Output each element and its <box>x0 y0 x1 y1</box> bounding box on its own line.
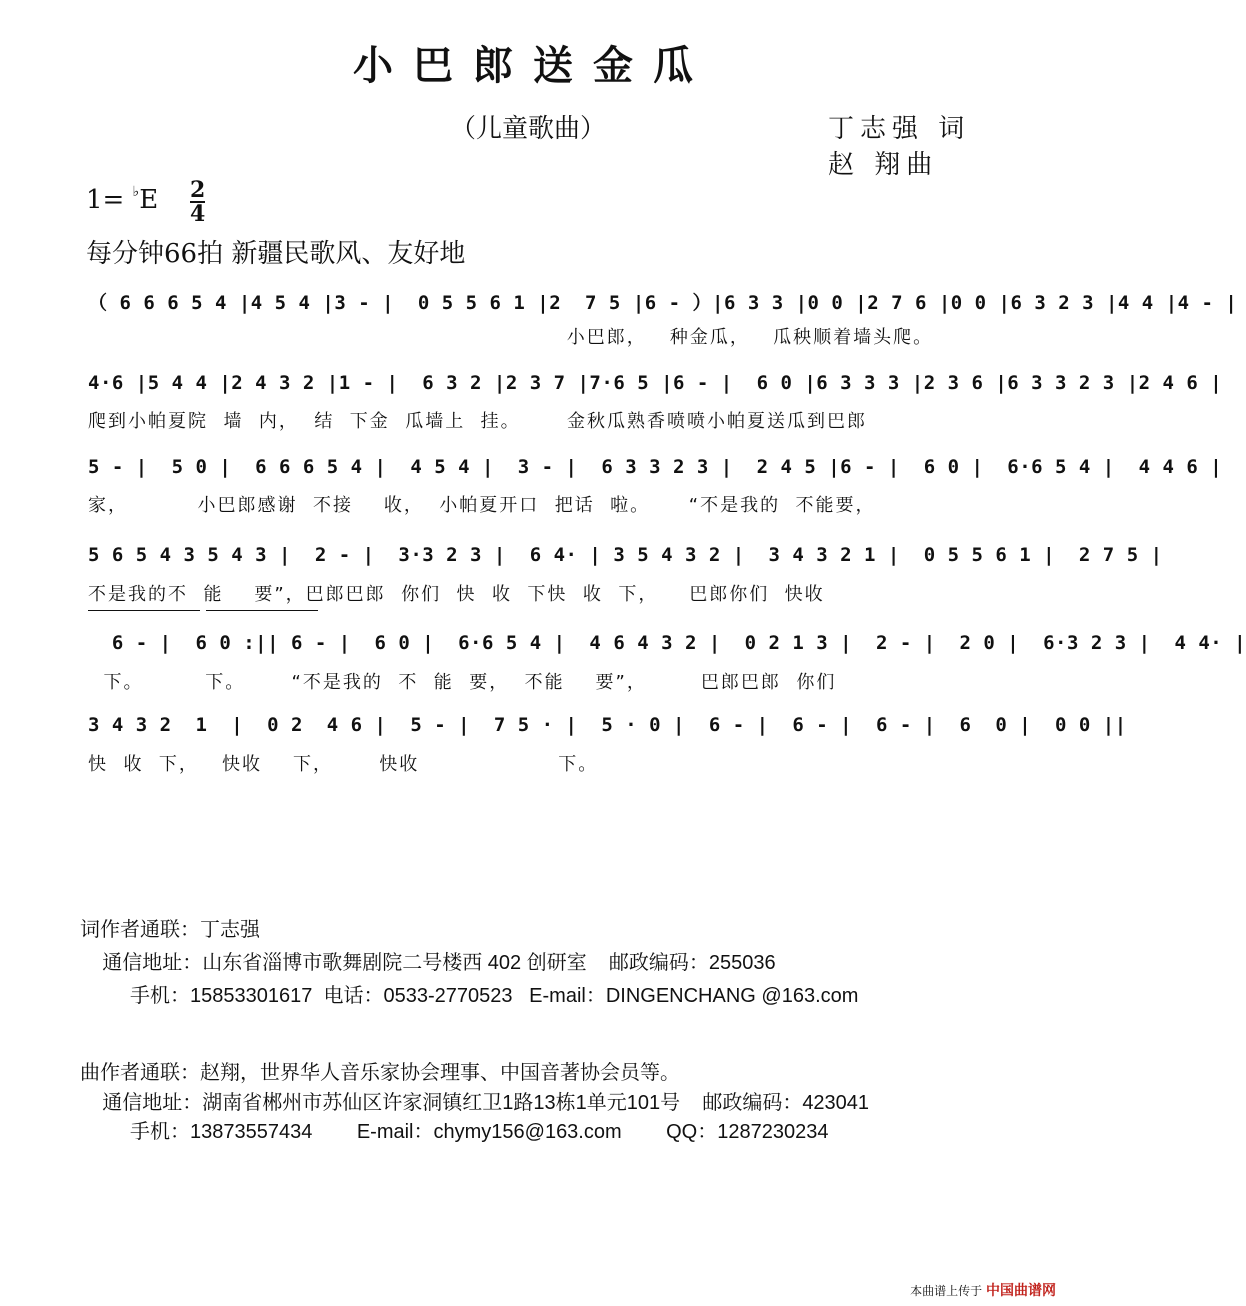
score-line-4-lyrics: 不是我的不 能 要”，巴郎巴郎 你们 快 收 下快 收 下， 巴郎你们 快收 <box>88 584 825 605</box>
footer-text: 本曲谱上传于 <box>910 1284 983 1298</box>
key-prefix: 1= <box>86 185 125 215</box>
score-line-1-lyrics: 小巴郎， 种金瓜， 瓜秧顺着墙头爬。 <box>88 327 934 348</box>
composer-credit: 赵 翔曲 <box>828 150 939 180</box>
key-note: E <box>139 185 159 215</box>
volta-bracket-2 <box>206 610 318 611</box>
score-line-2-notes: 4·6 |5 4 4 |2 4 3 2 |1 - | 6 3 2 |2 3 7 |7·6 5 |6 - | 6 0 |6 3 3 3 |2 3 6 |6 3 3 2 3 |2 4 6 | <box>88 372 1223 394</box>
score-line-3-notes: 5 - | 5 0 | 6 6 6 5 4 | 4 5 4 | 3 - | 6 3 3 2 3 | 2 4 5 |6 - | 6 0 | 6·6 5 4 | 4 4 6 | <box>88 456 1223 478</box>
meter-bottom: 4 <box>190 201 206 227</box>
score-line-5-lyrics: 下。 下。 “不是我的 不 能 要， 不能 要”， 巴郎巴郎 你们 <box>88 672 837 693</box>
site-logo[interactable]: 中国曲谱网 <box>986 1283 1056 1299</box>
score-line-2-lyrics: 爬到小帕夏院 墙 内， 结 下金 瓜墙上 挂。 金秋瓜熟香喷喷小帕夏送瓜到巴郎 <box>88 411 867 432</box>
score-line-5-notes: 6 - | 6 0 :|| 6 - | 6 0 | 6·6 5 4 | 4 6 4 3 2 | 0 2 1 3 | 2 - | 2 0 | 6·3 2 3 | 4 4· | <box>88 632 1246 654</box>
meter-top: 2 <box>190 177 206 203</box>
score-line-6-notes: 3 4 3 2 1 | 0 2 4 6 | 5 - | 7 5 · | 5 · 0 | 6 - | 6 - | 6 - | 6 0 | 0 0 || <box>88 714 1127 736</box>
lyricist-contact-address: 通信地址：山东省淄博市歌舞剧院二号楼西 402 创研室 邮政编码：255036 <box>80 952 776 974</box>
flat-sign: ♭ <box>132 184 140 200</box>
tempo-marking: 每分钟66拍 新疆民歌风、友好地 <box>86 239 466 269</box>
lyricist-contact-phone: 手机：15853301617 电话：0533-2770523 E-mail：DINGENCHANG @163.com <box>80 985 859 1007</box>
score-line-6-lyrics: 快 收 下， 快收 下， 快收 下。 <box>88 754 599 775</box>
composer-contact-name: 曲作者通联：赵翔，世界华人音乐家协会理事、中国音著协会员等。 <box>80 1062 680 1084</box>
volta-bracket-1 <box>88 610 200 611</box>
upload-footer <box>910 1280 1056 1300</box>
lyricist-contact-name: 词作者通联：丁志强 <box>80 919 260 941</box>
score-line-3-lyrics: 家， 小巴郎感谢 不接 收， 小帕夏开口 把话 啦。 “不是我的 不能要， <box>88 495 876 516</box>
score-line-1-notes: （ 6 6 6 5 4 |4 5 4 |3 - | 0 5 5 6 1 |2 7 5 |6 - ）|6 3 3 |0 0 |2 7 6 |0 0 |6 3 2 3 |4 4 |4 - | <box>88 292 1238 314</box>
composer-contact-address: 通信地址：湖南省郴州市苏仙区许家洞镇红卫1路13栋1单元101号 邮政编码：423041 <box>80 1092 870 1114</box>
time-signature <box>190 177 206 227</box>
score-line-4-notes: 5 6 5 4 3 5 4 3 | 2 - | 3·3 2 3 | 6 4· | 3 5 4 3 2 | 3 4 3 2 1 | 0 5 5 6 1 | 2 7 5 | <box>88 544 1163 566</box>
song-subtitle: （儿童歌曲） <box>450 114 607 144</box>
lyricist-credit: 丁志强 词 <box>828 114 971 144</box>
song-title: 小巴郎送金瓜 <box>353 42 713 89</box>
composer-contact-phone: 手机：13873557434 E-mail：chymy156@163.com QQ：1287230234 <box>80 1121 829 1143</box>
key-signature <box>86 185 158 215</box>
